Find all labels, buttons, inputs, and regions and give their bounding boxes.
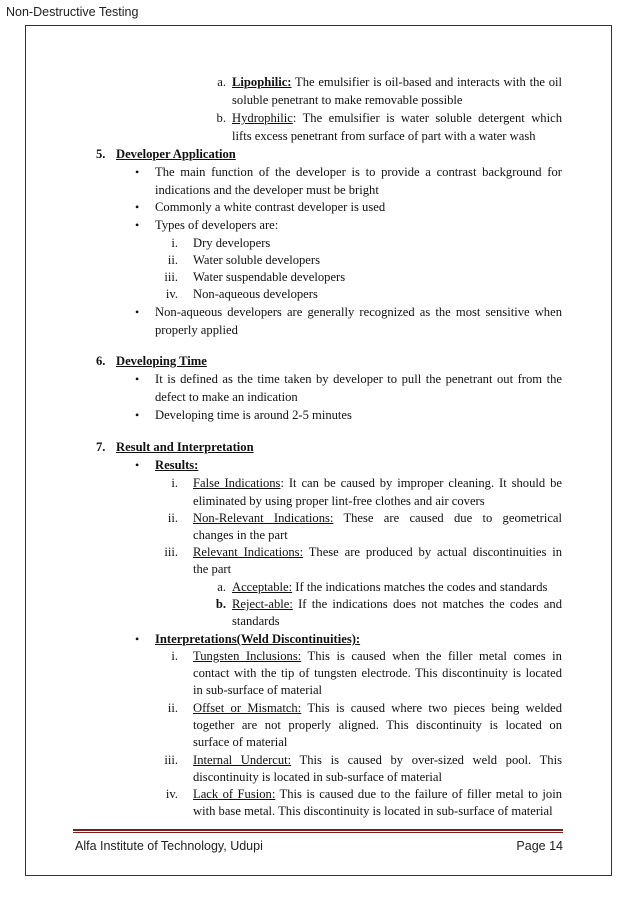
list-marker: i. [171, 476, 178, 490]
subsection-title: Results: [155, 458, 199, 472]
list-item [232, 110, 562, 126]
list-marker: iv. [165, 787, 178, 801]
list-marker: ii. [167, 511, 178, 525]
list-marker: i. [171, 649, 178, 663]
list-marker: ii. [167, 701, 178, 715]
item-text: If the indications matches the codes and standards [292, 580, 548, 594]
bullet-icon: • [135, 458, 140, 472]
section-number: 5. [96, 147, 106, 161]
term: Relevant Indications: [193, 545, 304, 559]
item-text: Non-aqueous developers are generally recognized as the most sensitive when [155, 305, 562, 319]
running-header: Non-Destructive Testing [6, 5, 139, 19]
list-item [232, 596, 562, 612]
item-text: Types of developers are: [155, 218, 279, 232]
term: Non-Relevant Indications: [193, 511, 334, 525]
page-border [25, 25, 612, 876]
list-marker: a. [217, 580, 226, 594]
subsection-title: Interpretations(Weld Discontinuities): [155, 632, 361, 646]
item-text: Developing time is around 2-5 minutes [155, 408, 352, 422]
list-marker: b. [216, 111, 226, 125]
section-number: 7. [96, 440, 106, 454]
list-item [232, 579, 547, 595]
term: Tungsten Inclusions: [193, 649, 302, 663]
section-number: 6. [96, 354, 106, 368]
section-title: Developing Time [116, 354, 207, 368]
bullet-icon: • [135, 165, 140, 179]
item-text: eliminated by using proper lint-free clothes and air covers [193, 494, 485, 508]
item-text: contact with the tip of tungsten electrode. This discontinuity is located [193, 666, 562, 680]
item-text: If the indications does not matches the codes and [292, 597, 562, 611]
item-text: The main function of the developer is to provide a contrast background for [155, 165, 562, 179]
term: Lack of Fusion: [193, 787, 276, 801]
term: Offset or Mismatch: [193, 701, 302, 715]
item-text: with base metal. This discontinuity is located in sub-surface of material [193, 804, 553, 818]
item-text: standards [232, 614, 280, 628]
section-title: Result and Interpretation [116, 440, 254, 454]
item-text: defect to make an indication [155, 390, 298, 404]
bullet-icon: • [135, 305, 140, 319]
list-item [193, 786, 562, 802]
item-text: changes in the part [193, 528, 288, 542]
item-text: indications and the developer must be bright [155, 183, 379, 197]
item-text: in sub-surface of material [193, 683, 323, 697]
term: Lipophilic: [232, 75, 292, 89]
item-text: The emulsifier is oil-based and interacts with the oil [291, 75, 562, 89]
term: Hydrophilic [232, 111, 293, 125]
list-marker: iv. [165, 287, 178, 301]
item-text: : The emulsifier is water soluble detergent which [292, 111, 562, 125]
section-title: Developer Application [116, 147, 236, 161]
list-marker: ii. [167, 253, 178, 267]
item-text: the part [193, 562, 232, 576]
item-text: It is defined as the time taken by developer to pull the penetrant out from the [155, 372, 562, 386]
term: Reject-able: [232, 597, 293, 611]
footer-rule [73, 829, 563, 831]
list-item [232, 74, 562, 90]
term: Acceptable: [232, 580, 293, 594]
item-text: properly applied [155, 323, 238, 337]
bullet-icon: • [135, 218, 140, 232]
bullet-icon: • [135, 200, 140, 214]
item-text: lifts excess penetrant from surface of part with a water wash [232, 129, 536, 143]
item-text: together are not properly aligned. This discontinuity is located on [193, 718, 562, 732]
item-text: These are caused due to geometrical [333, 511, 562, 525]
list-marker: iii. [164, 753, 178, 767]
list-item: Water soluble developers [193, 253, 320, 267]
footer-institute: Alfa Institute of Technology, Udupi [75, 839, 263, 853]
footer-rule [73, 832, 563, 833]
list-marker: iii. [164, 545, 178, 559]
item-text: : It can be caused by improper cleaning. It should be [280, 476, 562, 490]
footer-page-number: Page 14 [516, 839, 563, 853]
list-item [193, 510, 562, 526]
item-text: These are produced by actual discontinuities in [303, 545, 562, 559]
list-item: Water suspendable developers [193, 270, 346, 284]
term: False Indications [193, 476, 281, 490]
item-text: discontinuity is located in sub-surface of material [193, 770, 443, 784]
list-marker: i. [171, 236, 178, 250]
item-text: This is caused due to the failure of filler metal to join [275, 787, 562, 801]
item-text: surface of material [193, 735, 288, 749]
list-item: Non-aqueous developers [193, 287, 318, 301]
item-text: soluble penetrant to make removable possible [232, 93, 463, 107]
item-text: This is caused where two pieces being welded [301, 701, 563, 715]
item-text: This is caused when the filler metal comes in [301, 649, 562, 663]
list-marker: b. [215, 597, 226, 611]
list-item [193, 648, 562, 664]
list-item [193, 544, 562, 560]
item-text: Commonly a white contrast developer is used [155, 200, 386, 214]
bullet-icon: • [135, 372, 140, 386]
list-item [193, 700, 562, 716]
term: Internal Undercut: [193, 753, 292, 767]
list-marker: iii. [164, 270, 178, 284]
item-text: This is caused by over-sized weld pool. This [291, 753, 562, 767]
bullet-icon: • [135, 632, 140, 646]
list-item [193, 475, 562, 491]
bullet-icon: • [135, 408, 140, 422]
list-item [193, 752, 562, 768]
list-marker: a. [217, 75, 226, 89]
list-item: Dry developers [193, 236, 271, 250]
